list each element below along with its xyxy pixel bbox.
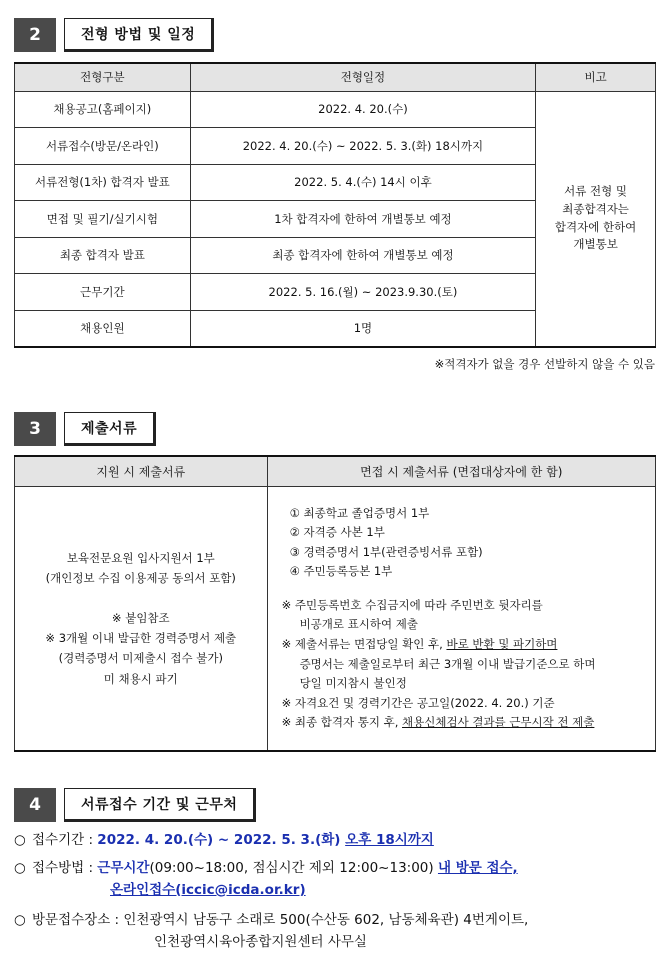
- schedule-footnote: ※적격자가 없을 경우 선발하지 않을 수 있음: [434, 357, 655, 371]
- type-cell: 최종 합격자 발표: [15, 237, 191, 274]
- schedule-cell: 2022. 5. 4.(수) 14시 이후: [190, 164, 535, 201]
- method-hours-detail: (09:00~18:00, 점심시간 제외 12:00~13:00): [149, 860, 438, 876]
- bullet-icon: ○: [14, 860, 26, 876]
- doc-line: 미 채용시 파기: [103, 671, 178, 686]
- list-item: ① 최종학교 졸업증명서 1부: [289, 505, 430, 520]
- note-line: 증명서는 제출일로부터 최근 3개월 이내 발급기준으로 하며: [299, 656, 596, 671]
- place-address: 인천광역시 남동구 소래로 500(수산동 602, 남동체육관) 4번게이트,: [123, 912, 529, 928]
- method-line: [14, 858, 518, 880]
- note-line: 서류 전형 및: [564, 183, 628, 198]
- schedule-cell: 2022. 4. 20.(수): [190, 91, 535, 128]
- method-label: 접수방법 :: [32, 860, 98, 876]
- note-line: [282, 635, 655, 655]
- section-4-header: [14, 788, 256, 822]
- note-line: 개별통보: [573, 237, 618, 252]
- section-title: 전형 방법 및 일정: [64, 18, 214, 52]
- table-row: [15, 91, 656, 128]
- type-cell: 채용인원: [15, 310, 191, 347]
- doc-line: (개인정보 수집 이용제공 동의서 포함): [45, 571, 236, 585]
- period-value: 2022. 4. 20.(수) ~ 2022. 5. 3.(화): [97, 832, 346, 848]
- note-line: ※ 주민등록번호 수집금지에 따라 주민번호 뒷자리를: [281, 597, 543, 612]
- place-line: 인천광역시육아종합지원센터 사무실: [154, 933, 367, 950]
- note-cell: [536, 91, 656, 347]
- note-underlined-text: 채용신체검사 결과를 근무시작 전 제출: [402, 715, 595, 730]
- period-label: 접수기간 :: [32, 832, 98, 848]
- table-header-row: [15, 456, 656, 486]
- section-number: 4: [14, 788, 56, 822]
- application-documents-cell: [15, 486, 268, 751]
- schedule-cell: 1명: [190, 310, 535, 347]
- note-line: ※ 자격요건 및 경력기간은 공고일(2022. 4. 20.) 기준: [281, 695, 555, 710]
- column-header: 전형구분: [15, 63, 191, 91]
- section-3-header: [14, 412, 156, 446]
- column-header: 지원 시 제출서류: [15, 456, 268, 486]
- column-header: 비고: [536, 63, 656, 91]
- online-application-link[interactable]: 온라인접수(iccic@icda.or.kr): [110, 881, 306, 898]
- note-line: 합격자에 한하여: [554, 219, 637, 234]
- section-number: 3: [14, 412, 56, 446]
- note-line: 당일 미지참시 불인정: [299, 676, 407, 691]
- section-title: 서류접수 기간 및 근무처: [64, 788, 256, 822]
- method-work-hours: 근무시간: [97, 860, 150, 876]
- schedule-cell: 2022. 4. 20.(수) ~ 2022. 5. 3.(화) 18시까지: [190, 128, 535, 165]
- column-header: 면접 시 제출서류 (면접대상자에 한 함): [267, 456, 655, 486]
- doc-line: (경력증명서 미제출시 접수 불가): [58, 651, 223, 666]
- documents-table: [14, 455, 656, 752]
- schedule-table: [14, 62, 656, 348]
- list-item: ② 자격증 사본 1부: [289, 525, 385, 540]
- section-title: 제출서류: [64, 412, 156, 446]
- application-period: [14, 830, 434, 852]
- note-underlined-text: 바로 반환 및 파기하며: [446, 637, 558, 652]
- period-deadline: 오후 18시까지: [345, 832, 434, 848]
- note-text: ※ 최종 합격자 통지 후,: [281, 715, 403, 730]
- type-cell: 서류전형(1차) 합격자 발표: [15, 164, 191, 201]
- section-number: 2: [14, 18, 56, 52]
- note-line: [282, 713, 655, 733]
- bullet-icon: ○: [14, 832, 26, 848]
- note-line: 최종합격자는: [562, 201, 629, 216]
- type-cell: 채용공고(홈페이지): [15, 91, 191, 128]
- place-line: [14, 910, 528, 932]
- spacer: [15, 588, 267, 608]
- section-2-header: [14, 18, 214, 52]
- type-cell: 근무기간: [15, 274, 191, 311]
- place-label: 방문접수장소 :: [32, 912, 124, 928]
- list-item: ④ 주민등록등본 1부: [289, 564, 393, 579]
- type-cell: 면접 및 필기/실기시험: [15, 201, 191, 238]
- bullet-icon: ○: [14, 912, 26, 928]
- table-row: [15, 486, 656, 751]
- doc-line: 보육전문요원 입사지원서 1부: [66, 550, 215, 565]
- application-method: [14, 858, 518, 901]
- schedule-cell: 1차 합격자에 한하여 개별통보 예정: [190, 201, 535, 238]
- interview-documents-cell: [267, 486, 655, 751]
- list-item: ③ 경력증명서 1부(관련증빙서류 포함): [289, 544, 483, 559]
- type-cell: 서류접수(방문/온라인): [15, 128, 191, 165]
- doc-line: ※ 붙임참조: [111, 611, 170, 626]
- interview-doc-list: [282, 504, 655, 582]
- note-line: 비공개로 표시하여 제출: [299, 617, 418, 632]
- column-header: 전형일정: [190, 63, 535, 91]
- note-text: ※ 제출서류는 면접당일 확인 후,: [281, 637, 447, 652]
- table-header-row: [15, 63, 656, 91]
- schedule-cell: 최종 합격자에 한하여 개별통보 예정: [190, 237, 535, 274]
- method-visit: 내 방문 접수,: [437, 860, 518, 876]
- doc-line: ※ 3개월 이내 발급한 경력증명서 제출: [45, 631, 237, 646]
- visit-location: [14, 910, 528, 953]
- schedule-cell: 2022. 5. 16.(월) ~ 2023.9.30.(토): [190, 274, 535, 311]
- method-line: [14, 880, 518, 902]
